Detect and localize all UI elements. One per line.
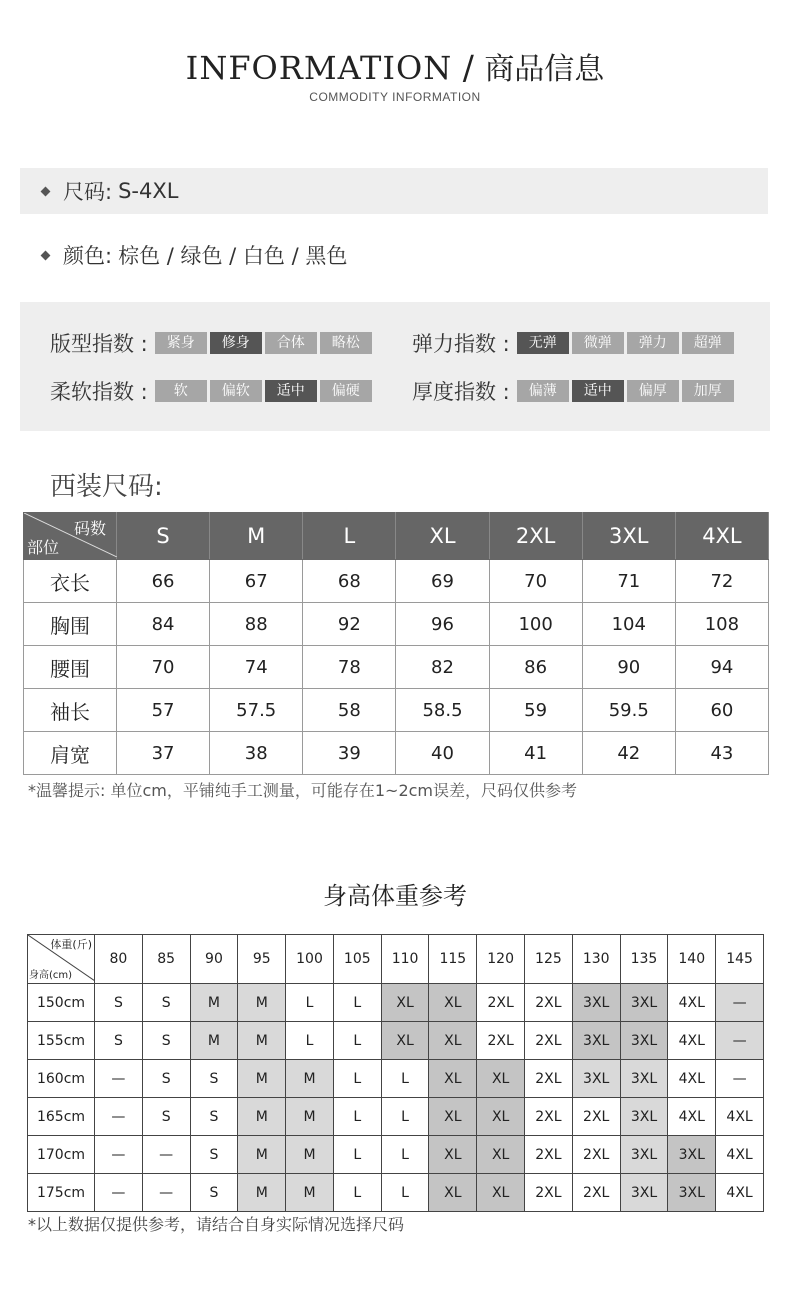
weight-header: 130 <box>572 935 620 984</box>
elastic-option: 超弹 <box>682 332 734 354</box>
weight-header: 115 <box>429 935 477 984</box>
measurement-cell: 82 <box>396 646 489 689</box>
size-recommendation-cell: XL <box>477 1060 525 1098</box>
soft-option: 适中 <box>265 380 317 402</box>
measurement-cell: 41 <box>489 732 582 775</box>
size-recommendation-cell: 3XL <box>668 1174 716 1212</box>
size-recommendation-cell: — <box>95 1060 143 1098</box>
table-row <box>24 560 769 603</box>
size-recommendation-cell: M <box>238 1136 286 1174</box>
size-recommendation-cell: XL <box>429 1060 477 1098</box>
measurement-cell: 60 <box>675 689 768 732</box>
measurement-cell: 58 <box>303 689 396 732</box>
measurement-cell: 69 <box>396 560 489 603</box>
reference-title: 身高体重参考 <box>323 882 467 910</box>
size-recommendation-cell: S <box>142 1098 190 1136</box>
size-recommendation-cell: M <box>238 1174 286 1212</box>
fit-option: 略松 <box>320 332 372 354</box>
size-recommendation-cell: S <box>190 1174 238 1212</box>
table-row <box>24 689 769 732</box>
measurement-cell: 70 <box>489 560 582 603</box>
size-recommendation-cell: — <box>142 1136 190 1174</box>
measurement-cell: 72 <box>675 560 768 603</box>
elastic-index <box>412 328 734 358</box>
body-part-cell: 腰围 <box>24 646 117 689</box>
size-recommendation-cell: M <box>238 1098 286 1136</box>
fabric-index-panel <box>20 302 770 431</box>
size-recommendation-cell: 3XL <box>620 1060 668 1098</box>
fit-index-label: 版型指数 : <box>50 332 148 356</box>
weight-header: 85 <box>142 935 190 984</box>
measurement-cell: 84 <box>117 603 210 646</box>
soft-index <box>50 376 372 406</box>
size-recommendation-cell: XL <box>381 984 429 1022</box>
size-recommendation-cell: XL <box>477 1136 525 1174</box>
size-recommendation-cell: L <box>333 984 381 1022</box>
size-recommendation-cell: 4XL <box>716 1136 764 1174</box>
size-recommendation-cell: 2XL <box>572 1136 620 1174</box>
size-recommendation-cell: L <box>333 1060 381 1098</box>
size-recommendation-cell: 3XL <box>572 1060 620 1098</box>
size-recommendation-cell: L <box>286 984 334 1022</box>
measurement-cell: 66 <box>117 560 210 603</box>
measurement-cell: 70 <box>117 646 210 689</box>
soft-index-label: 柔软指数 : <box>50 380 148 404</box>
size-recommendation-cell: — <box>142 1174 190 1212</box>
weight-header: 135 <box>620 935 668 984</box>
size-recommendation-cell: S <box>95 984 143 1022</box>
size-recommendation-cell: XL <box>429 984 477 1022</box>
suit-size-table <box>23 512 769 775</box>
weight-header: 100 <box>286 935 334 984</box>
size-recommendation-cell: 4XL <box>668 1022 716 1060</box>
size-header: XL <box>396 513 489 560</box>
size-recommendation-cell: 4XL <box>716 1174 764 1212</box>
page-title <box>0 44 790 88</box>
measurement-cell: 58.5 <box>396 689 489 732</box>
title-en: INFORMATION <box>185 49 453 87</box>
title-zh: 商品信息 <box>484 52 605 87</box>
size-recommendation-cell: M <box>190 984 238 1022</box>
thick-option: 偏厚 <box>627 380 679 402</box>
weight-header: 90 <box>190 935 238 984</box>
height-cell: 175cm <box>28 1174 95 1212</box>
height-cell: 155cm <box>28 1022 95 1060</box>
size-recommendation-cell: 4XL <box>716 1098 764 1136</box>
size-header: 2XL <box>489 513 582 560</box>
table-row <box>24 646 769 689</box>
size-recommendation-cell: XL <box>429 1022 477 1060</box>
size-recommendation-cell: L <box>333 1136 381 1174</box>
elastic-option: 弹力 <box>627 332 679 354</box>
measurement-cell: 100 <box>489 603 582 646</box>
reference-note: *以上数据仅提供参考，请结合自身实际情况选择尺码 <box>28 1215 405 1234</box>
thick-option: 偏薄 <box>517 380 569 402</box>
height-cell: 150cm <box>28 984 95 1022</box>
measurement-cell: 94 <box>675 646 768 689</box>
size-recommendation-cell: — <box>716 1060 764 1098</box>
measurement-cell: 90 <box>582 646 675 689</box>
table-row <box>24 732 769 775</box>
size-recommendation-cell: L <box>381 1174 429 1212</box>
table-row <box>28 1022 764 1060</box>
measurement-cell: 57.5 <box>210 689 303 732</box>
size-recommendation-cell: XL <box>477 1098 525 1136</box>
size-recommendation-cell: L <box>286 1022 334 1060</box>
size-recommendation-cell: S <box>142 1060 190 1098</box>
size-header: 3XL <box>582 513 675 560</box>
weight-header: 110 <box>381 935 429 984</box>
size-header: 4XL <box>675 513 768 560</box>
weight-header: 145 <box>716 935 764 984</box>
measurement-cell: 96 <box>396 603 489 646</box>
size-recommendation-cell: 2XL <box>572 1098 620 1136</box>
size-recommendation-cell: 2XL <box>525 1098 573 1136</box>
size-recommendation-cell: M <box>190 1022 238 1060</box>
size-recommendation-cell: M <box>238 1022 286 1060</box>
soft-option: 偏硬 <box>320 380 372 402</box>
fit-option: 修身 <box>210 332 262 354</box>
size-header: M <box>210 513 303 560</box>
fit-option: 合体 <box>265 332 317 354</box>
diamond-bullet-icon <box>41 186 51 196</box>
size-recommendation-cell: XL <box>429 1098 477 1136</box>
color-label: 颜色: <box>63 244 113 268</box>
size-recommendation-cell: — <box>716 1022 764 1060</box>
table-row <box>28 1098 764 1136</box>
size-recommendation-cell: 4XL <box>668 984 716 1022</box>
size-recommendation-cell: 3XL <box>620 984 668 1022</box>
elastic-index-label: 弹力指数 : <box>412 332 510 356</box>
table-row <box>28 1136 764 1174</box>
measurement-cell: 86 <box>489 646 582 689</box>
body-part-cell: 袖长 <box>24 689 117 732</box>
size-recommendation-cell: 4XL <box>668 1098 716 1136</box>
thick-option: 适中 <box>572 380 624 402</box>
body-part-cell: 衣长 <box>24 560 117 603</box>
spec-size-row <box>20 168 768 214</box>
height-cell: 160cm <box>28 1060 95 1098</box>
measurement-cell: 88 <box>210 603 303 646</box>
measurement-cell: 42 <box>582 732 675 775</box>
measurement-cell: 68 <box>303 560 396 603</box>
height-cell: 165cm <box>28 1098 95 1136</box>
measurement-cell: 37 <box>117 732 210 775</box>
fit-option: 紧身 <box>155 332 207 354</box>
body-part-cell: 胸围 <box>24 603 117 646</box>
measurement-cell: 40 <box>396 732 489 775</box>
thick-index <box>412 376 734 406</box>
corner-height-label: 身高(cm) <box>29 970 73 981</box>
page-subtitle: COMMODITY INFORMATION <box>309 90 481 104</box>
size-recommendation-cell: — <box>716 984 764 1022</box>
size-recommendation-cell: M <box>238 984 286 1022</box>
measurement-cell: 43 <box>675 732 768 775</box>
weight-header: 95 <box>238 935 286 984</box>
size-recommendation-cell: S <box>95 1022 143 1060</box>
size-recommendation-cell: 2XL <box>525 1060 573 1098</box>
measurement-cell: 67 <box>210 560 303 603</box>
size-recommendation-cell: XL <box>477 1174 525 1212</box>
thick-index-label: 厚度指数 : <box>412 380 510 404</box>
spec-color-row <box>20 232 768 278</box>
table-corner-header <box>24 513 117 560</box>
corner-weight-label: 体重(斤) <box>50 938 92 951</box>
measurement-cell: 59 <box>489 689 582 732</box>
size-recommendation-cell: M <box>238 1060 286 1098</box>
measurement-cell: 57 <box>117 689 210 732</box>
height-cell: 170cm <box>28 1136 95 1174</box>
size-recommendation-cell: M <box>286 1060 334 1098</box>
size-recommendation-cell: S <box>142 984 190 1022</box>
table-corner-header <box>28 935 95 984</box>
size-recommendation-cell: — <box>95 1174 143 1212</box>
thick-option: 加厚 <box>682 380 734 402</box>
diamond-bullet-icon <box>41 250 51 260</box>
size-recommendation-cell: 3XL <box>620 1022 668 1060</box>
size-recommendation-cell: L <box>381 1060 429 1098</box>
table-row <box>28 1060 764 1098</box>
size-recommendation-cell: XL <box>429 1136 477 1174</box>
suit-size-note: *温馨提示: 单位cm，平铺纯手工测量，可能存在1~2cm误差，尺码仅供参考 <box>28 781 578 800</box>
size-recommendation-cell: 2XL <box>477 984 525 1022</box>
size-recommendation-cell: S <box>142 1022 190 1060</box>
measurement-cell: 74 <box>210 646 303 689</box>
soft-option: 软 <box>155 380 207 402</box>
weight-header: 140 <box>668 935 716 984</box>
measurement-cell: 92 <box>303 603 396 646</box>
height-weight-table <box>27 934 764 1212</box>
size-recommendation-cell: 3XL <box>620 1098 668 1136</box>
table-row <box>28 1174 764 1212</box>
size-recommendation-cell: 3XL <box>572 984 620 1022</box>
size-recommendation-cell: M <box>286 1098 334 1136</box>
size-header: L <box>303 513 396 560</box>
table-row <box>24 603 769 646</box>
soft-option: 偏软 <box>210 380 262 402</box>
measurement-cell: 78 <box>303 646 396 689</box>
weight-header: 120 <box>477 935 525 984</box>
body-part-cell: 肩宽 <box>24 732 117 775</box>
title-separator: / <box>462 48 474 87</box>
size-recommendation-cell: 2XL <box>525 1136 573 1174</box>
measurement-cell: 104 <box>582 603 675 646</box>
size-recommendation-cell: 4XL <box>668 1060 716 1098</box>
size-recommendation-cell: L <box>333 1174 381 1212</box>
size-recommendation-cell: 3XL <box>668 1136 716 1174</box>
size-recommendation-cell: L <box>333 1098 381 1136</box>
measurement-cell: 71 <box>582 560 675 603</box>
size-recommendation-cell: S <box>190 1060 238 1098</box>
fit-index <box>50 328 372 358</box>
weight-header: 80 <box>95 935 143 984</box>
measurement-cell: 59.5 <box>582 689 675 732</box>
weight-header: 125 <box>525 935 573 984</box>
size-recommendation-cell: XL <box>381 1022 429 1060</box>
measurement-cell: 108 <box>675 603 768 646</box>
size-recommendation-cell: L <box>381 1136 429 1174</box>
table-row <box>28 984 764 1022</box>
corner-part-label: 部位 <box>27 538 60 557</box>
size-recommendation-cell: 2XL <box>572 1174 620 1212</box>
measurement-cell: 39 <box>303 732 396 775</box>
size-recommendation-cell: 3XL <box>620 1136 668 1174</box>
size-value: S-4XL <box>118 179 179 203</box>
size-header: S <box>117 513 210 560</box>
size-recommendation-cell: M <box>286 1136 334 1174</box>
size-recommendation-cell: XL <box>429 1174 477 1212</box>
size-recommendation-cell: L <box>381 1098 429 1136</box>
size-recommendation-cell: 2XL <box>525 1022 573 1060</box>
size-recommendation-cell: M <box>286 1174 334 1212</box>
size-recommendation-cell: 2XL <box>525 1174 573 1212</box>
size-recommendation-cell: S <box>190 1136 238 1174</box>
size-recommendation-cell: — <box>95 1136 143 1174</box>
size-recommendation-cell: 2XL <box>525 984 573 1022</box>
suit-size-title: 西装尺码: <box>50 472 163 502</box>
size-recommendation-cell: S <box>190 1098 238 1136</box>
elastic-option: 无弹 <box>517 332 569 354</box>
size-recommendation-cell: 3XL <box>620 1174 668 1212</box>
size-recommendation-cell: — <box>95 1098 143 1136</box>
size-recommendation-cell: 3XL <box>572 1022 620 1060</box>
size-recommendation-cell: 2XL <box>477 1022 525 1060</box>
elastic-option: 微弹 <box>572 332 624 354</box>
weight-header: 105 <box>333 935 381 984</box>
measurement-cell: 38 <box>210 732 303 775</box>
size-recommendation-cell: L <box>333 1022 381 1060</box>
size-label: 尺码: <box>63 180 113 204</box>
color-value: 棕色 / 绿色 / 白色 / 黑色 <box>118 244 348 268</box>
corner-size-label: 码数 <box>73 519 106 538</box>
